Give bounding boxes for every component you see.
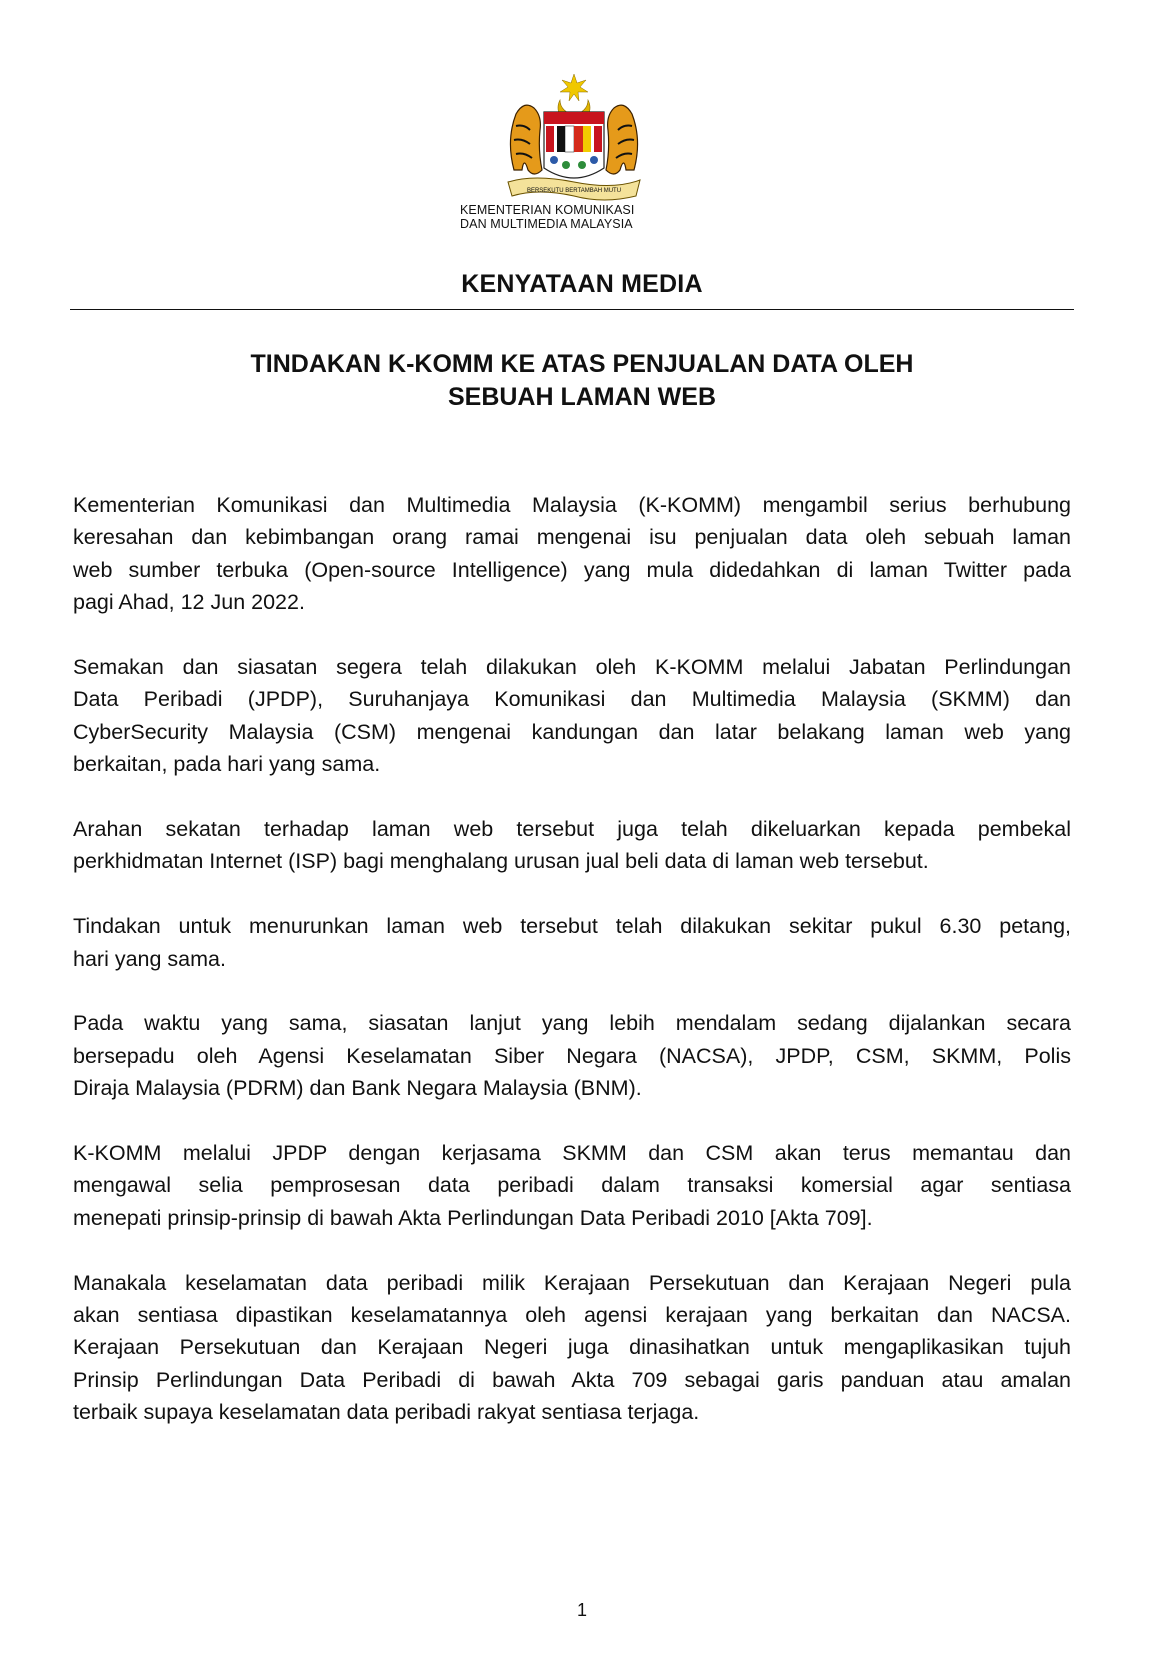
paragraph-line: web sumber terbuka (Open-source Intelligence) yang mula didedahkan di laman Twitter pada [73,557,1071,582]
paragraph-line: Arahan sekatan terhadap laman web tersebut juga telah dikeluarkan kepada pembekal [73,817,1071,842]
body-paragraph [73,651,1071,781]
document-title [0,348,1164,414]
paragraph-line: bersepadu oleh Agensi Keselamatan Siber Negara (NACSA), JPDP, CSM, SKMM, Polis [73,1043,1071,1068]
paragraph-line: Tindakan untuk menurunkan laman web tersebut telah dilakukan sekitar pukul 6.30 petang, [73,914,1071,939]
paragraph-line: hari yang sama. [73,946,226,971]
malaysia-coat-of-arms-icon [494,70,654,210]
paragraph-line: perkhidmatan Internet (ISP) bagi menghalang urusan jual beli data di laman web tersebut. [73,849,929,874]
paragraph-line: Prinsip Perlindungan Data Peribadi di bawah Akta 709 sebagai garis panduan atau amalan [73,1367,1071,1392]
paragraph-line: Pada waktu yang sama, siasatan lanjut yang lebih mendalam sedang dijalankan secara [73,1011,1071,1036]
document-label: KENYATAAN MEDIA [461,270,703,298]
paragraph-line: CyberSecurity Malaysia (CSM) mengenai kandungan dan latar belakang laman web yang [73,719,1071,744]
paragraph-line: terbaik supaya keselamatan data peribadi rakyat sentiasa terjaga. [73,1400,700,1425]
ministry-name-line1: KEMENTERIAN KOMUNIKASI [460,203,635,217]
document-title-line1: TINDAKAN K-KOMM KE ATAS PENJUALAN DATA OLEH [250,350,914,378]
paragraph-line: akan sentiasa dipastikan keselamatannya oleh agensi kerajaan yang berkaitan dan NACSA. [73,1303,1071,1328]
ministry-name-line2: DAN MULTIMEDIA MALAYSIA [460,217,633,231]
paragraph-line: berkaitan, pada hari yang sama. [73,752,381,777]
body-paragraph [73,489,1071,619]
ministry-name [460,203,700,231]
header-divider [70,309,1074,310]
paragraph-line: menepati prinsip-prinsip di bawah Akta Perlindungan Data Peribadi 2010 [Akta 709]. [73,1205,873,1230]
body-paragraph [73,1267,1071,1429]
document-body [73,489,1071,1461]
body-paragraph [73,1007,1071,1104]
paragraph-line: Kerajaan Persekutuan dan Kerajaan Negeri juga dinasihatkan untuk mengaplikasikan tujuh [73,1335,1071,1360]
paragraph-line: keresahan dan kebimbangan orang ramai mengenai isu penjualan data oleh sebuah laman [73,525,1071,550]
page-number: 1 [576,1600,587,1620]
body-paragraph [73,813,1071,878]
paragraph-line: pagi Ahad, 12 Jun 2022. [73,590,305,615]
body-paragraph [73,910,1071,975]
paragraph-line: mengawal selia pemprosesan data peribadi dalam transaksi komersial agar sentiasa [73,1173,1071,1198]
paragraph-line: Manakala keselamatan data peribadi milik Kerajaan Persekutuan dan Kerajaan Negeri pula [73,1270,1071,1295]
paragraph-line: Data Peribadi (JPDP), Suruhanjaya Komunikasi dan Multimedia Malaysia (SKMM) dan [73,687,1071,712]
paragraph-line: Semakan dan siasatan segera telah dilakukan oleh K-KOMM melalui Jabatan Perlindungan [73,655,1071,680]
document-title-line2: SEBUAH LAMAN WEB [447,383,717,411]
paragraph-line: Kementerian Komunikasi dan Multimedia Malaysia (K-KOMM) mengambil serius berhubung [73,493,1071,517]
paragraph-line: Diraja Malaysia (PDRM) dan Bank Negara Malaysia (BNM). [73,1076,642,1101]
body-paragraph [73,1137,1071,1234]
crest-motto: BERSEKUTU BERTAMBAH MUTU [526,188,622,194]
paragraph-line: K-KOMM melalui JPDP dengan kerjasama SKMM dan CSM akan terus memantau dan [73,1141,1071,1166]
